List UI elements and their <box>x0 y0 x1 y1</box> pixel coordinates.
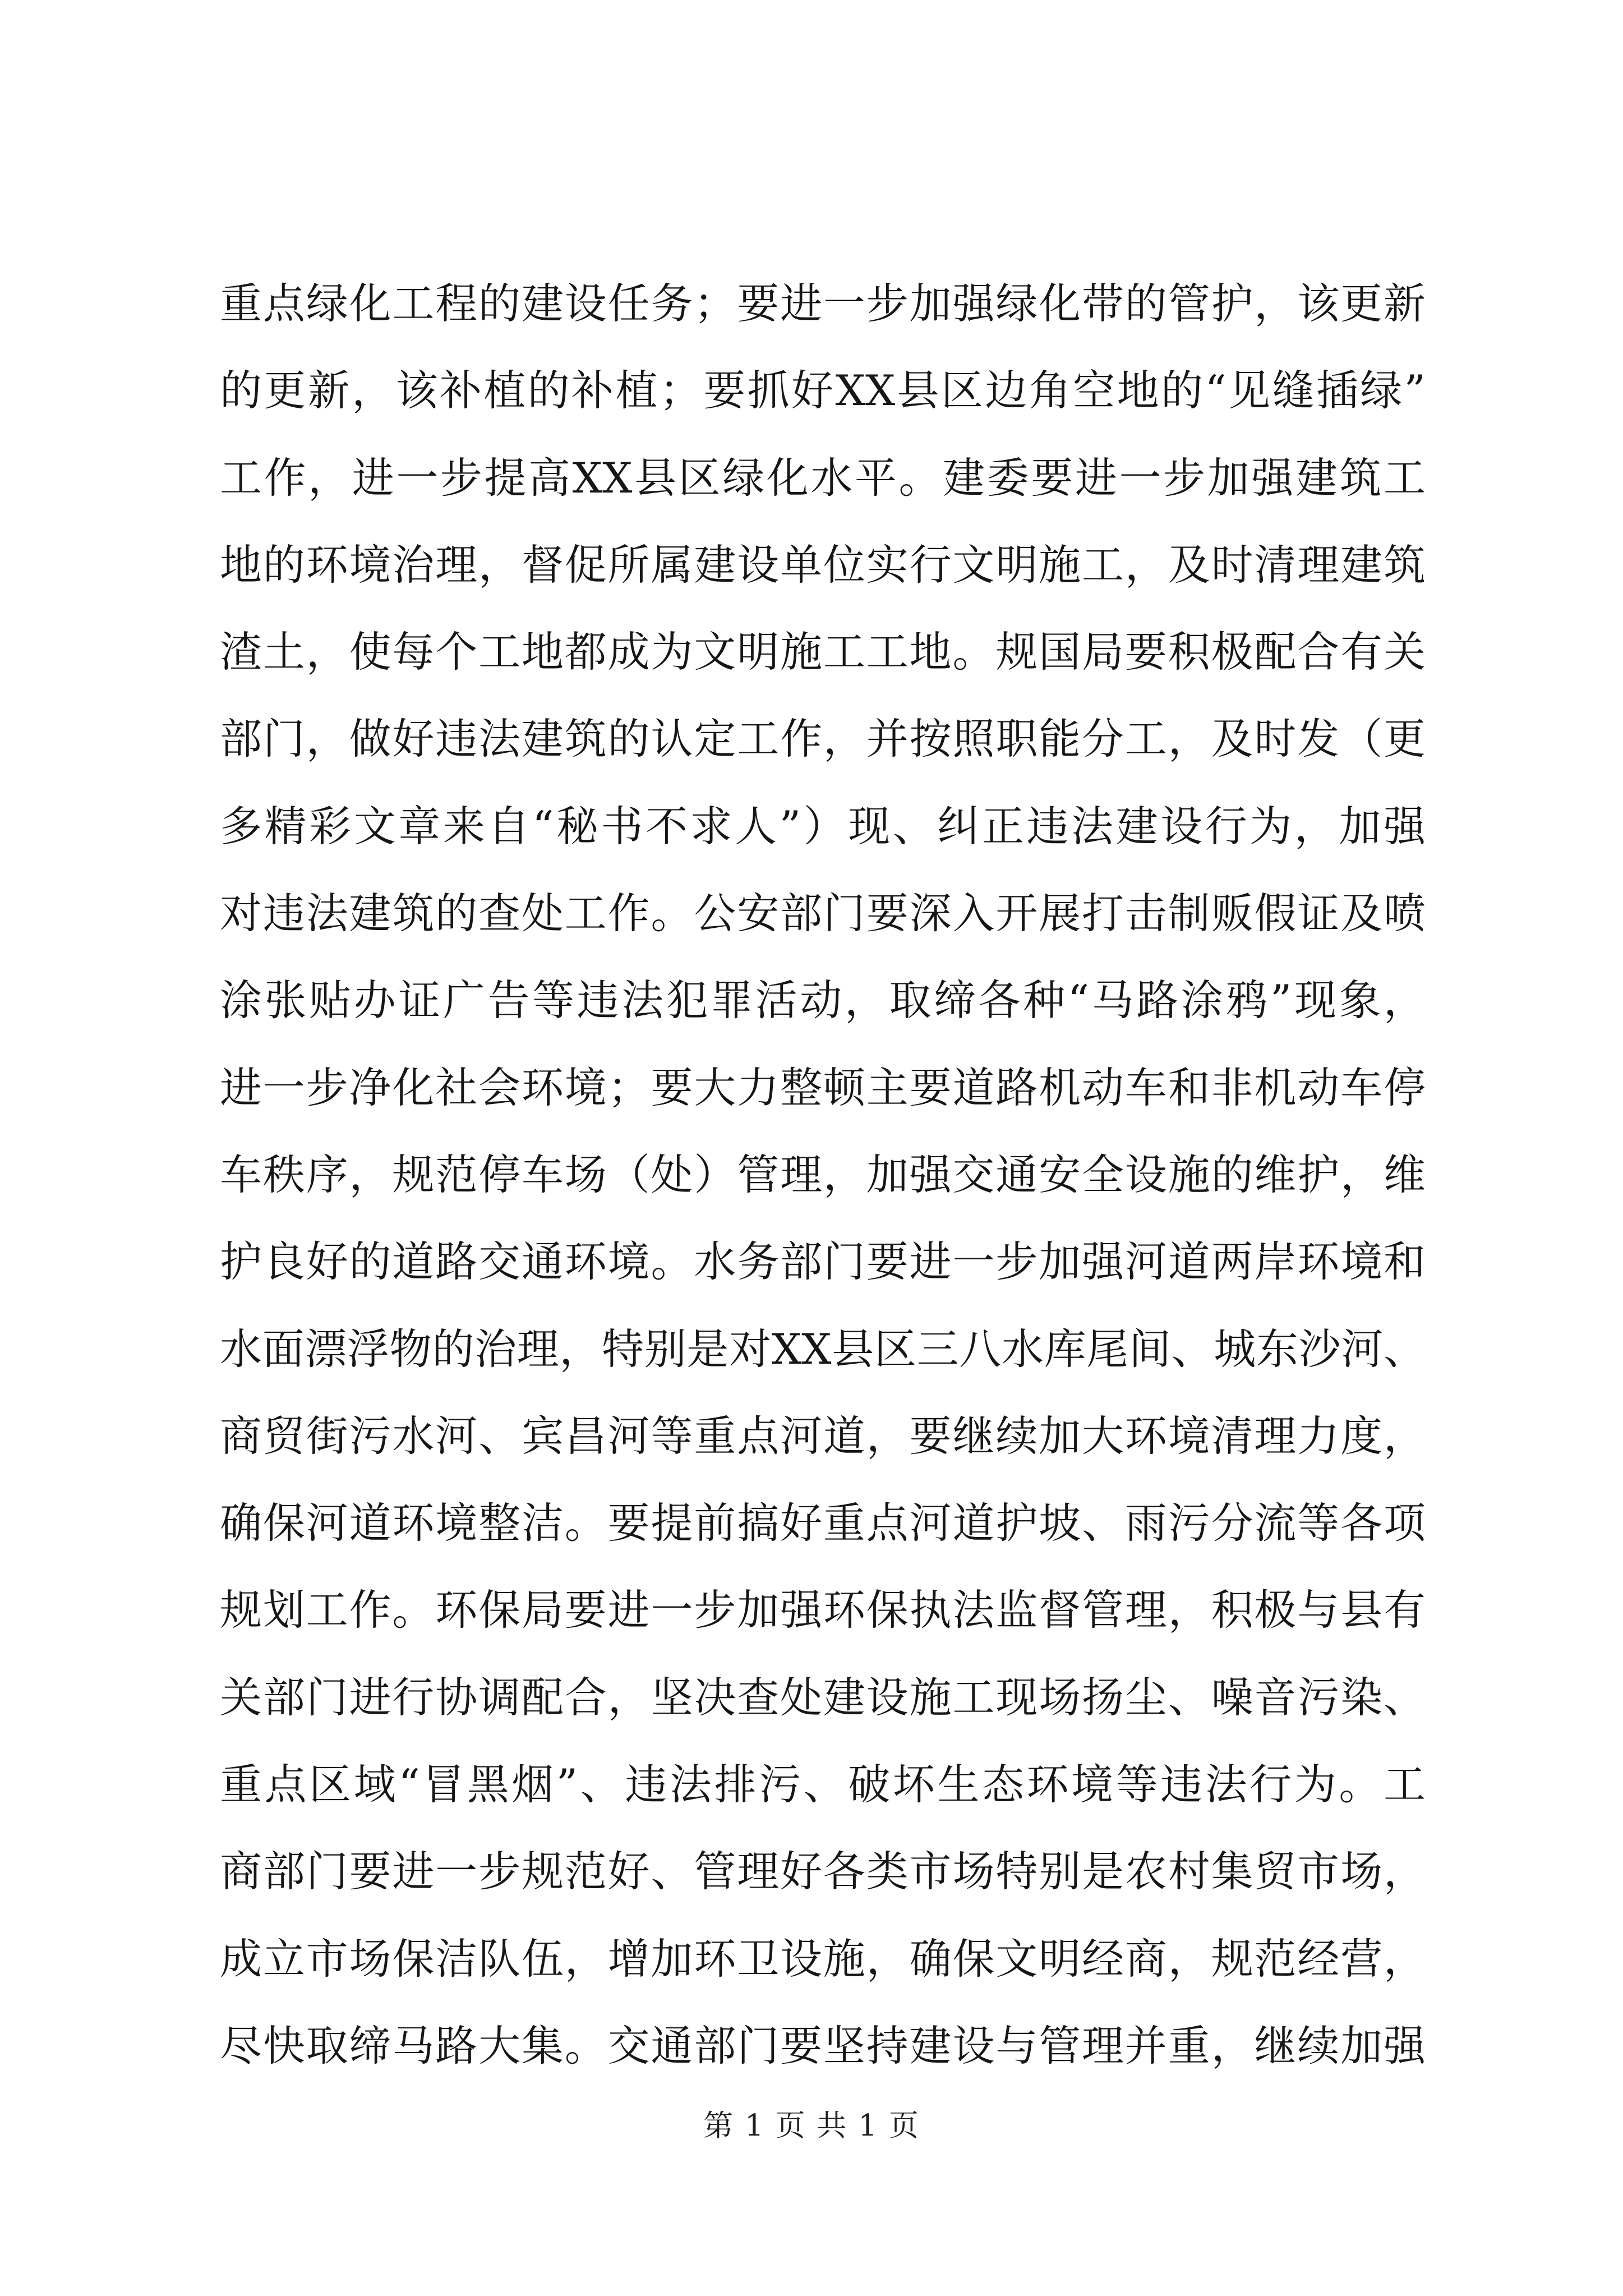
page-footer: 第 1 页 共 1 页 <box>703 2109 920 2143</box>
text-line: 成立市场保洁队伍，增加环卫设施，确保文明经商，规范经营， <box>220 1934 1426 1984</box>
text-line: 渣土，使每个工地都成为文明施工工地。规国局要积极配合有关 <box>220 627 1426 677</box>
body-paragraph <box>220 260 1426 2090</box>
text-line: 重点绿化工程的建设任务；要进一步加强绿化带的管护，该更新 <box>220 279 1426 328</box>
text-line: 关部门进行协调配合，坚决查处建设施工现场扬尘、噪音污染、 <box>220 1672 1426 1722</box>
text-line: 地的环境治理，督促所属建设单位实行文明施工，及时清理建筑 <box>220 540 1426 590</box>
text-line: 多精彩文章来自“秘书不求人”）现、纠正违法建设行为，加强 <box>220 801 1426 851</box>
text-line: 尽快取缔马路大集。交通部门要坚持建设与管理并重，继续加强 <box>220 2021 1426 2070</box>
text-line: 商贸街污水河、宾昌河等重点河道，要继续加大环境清理力度， <box>220 1411 1426 1461</box>
text-line: 水面漂浮物的治理，特别是对XX县区三八水库尾间、城东沙河、 <box>220 1324 1426 1374</box>
text-line: 部门，做好违法建筑的认定工作，并按照职能分工，及时发（更 <box>220 714 1426 764</box>
text-line: 对违法建筑的查处工作。公安部门要深入开展打击制贩假证及喷 <box>220 889 1426 938</box>
text-line: 规划工作。环保局要进一步加强环保执法监督管理，积极与县有 <box>220 1585 1426 1635</box>
text-line: 涂张贴办证广告等违法犯罪活动，取缔各种“马路涂鸦”现象， <box>220 976 1426 1025</box>
text-line: 确保河道环境整洁。要提前搞好重点河道护坡、雨污分流等各项 <box>220 1498 1426 1548</box>
text-line: 的更新，该补植的补植；要抓好XX县区边角空地的“见缝插绿” <box>220 366 1426 416</box>
text-line: 工作，进一步提高XX县区绿化水平。建委要进一步加强建筑工 <box>220 453 1426 503</box>
text-line: 重点区域“冒黑烟”、违法排污、破坏生态环境等违法行为。工 <box>220 1760 1426 1810</box>
text-line: 车秩序，规范停车场（处）管理，加强交通安全设施的维护，维 <box>220 1149 1426 1199</box>
text-line: 护良好的道路交通环境。水务部门要进一步加强河道两岸环境和 <box>220 1237 1426 1287</box>
text-line: 进一步净化社会环境；要大力整顿主要道路机动车和非机动车停 <box>220 1062 1426 1112</box>
text-line: 商部门要进一步规范好、管理好各类市场特别是农村集贸市场， <box>220 1847 1426 1897</box>
